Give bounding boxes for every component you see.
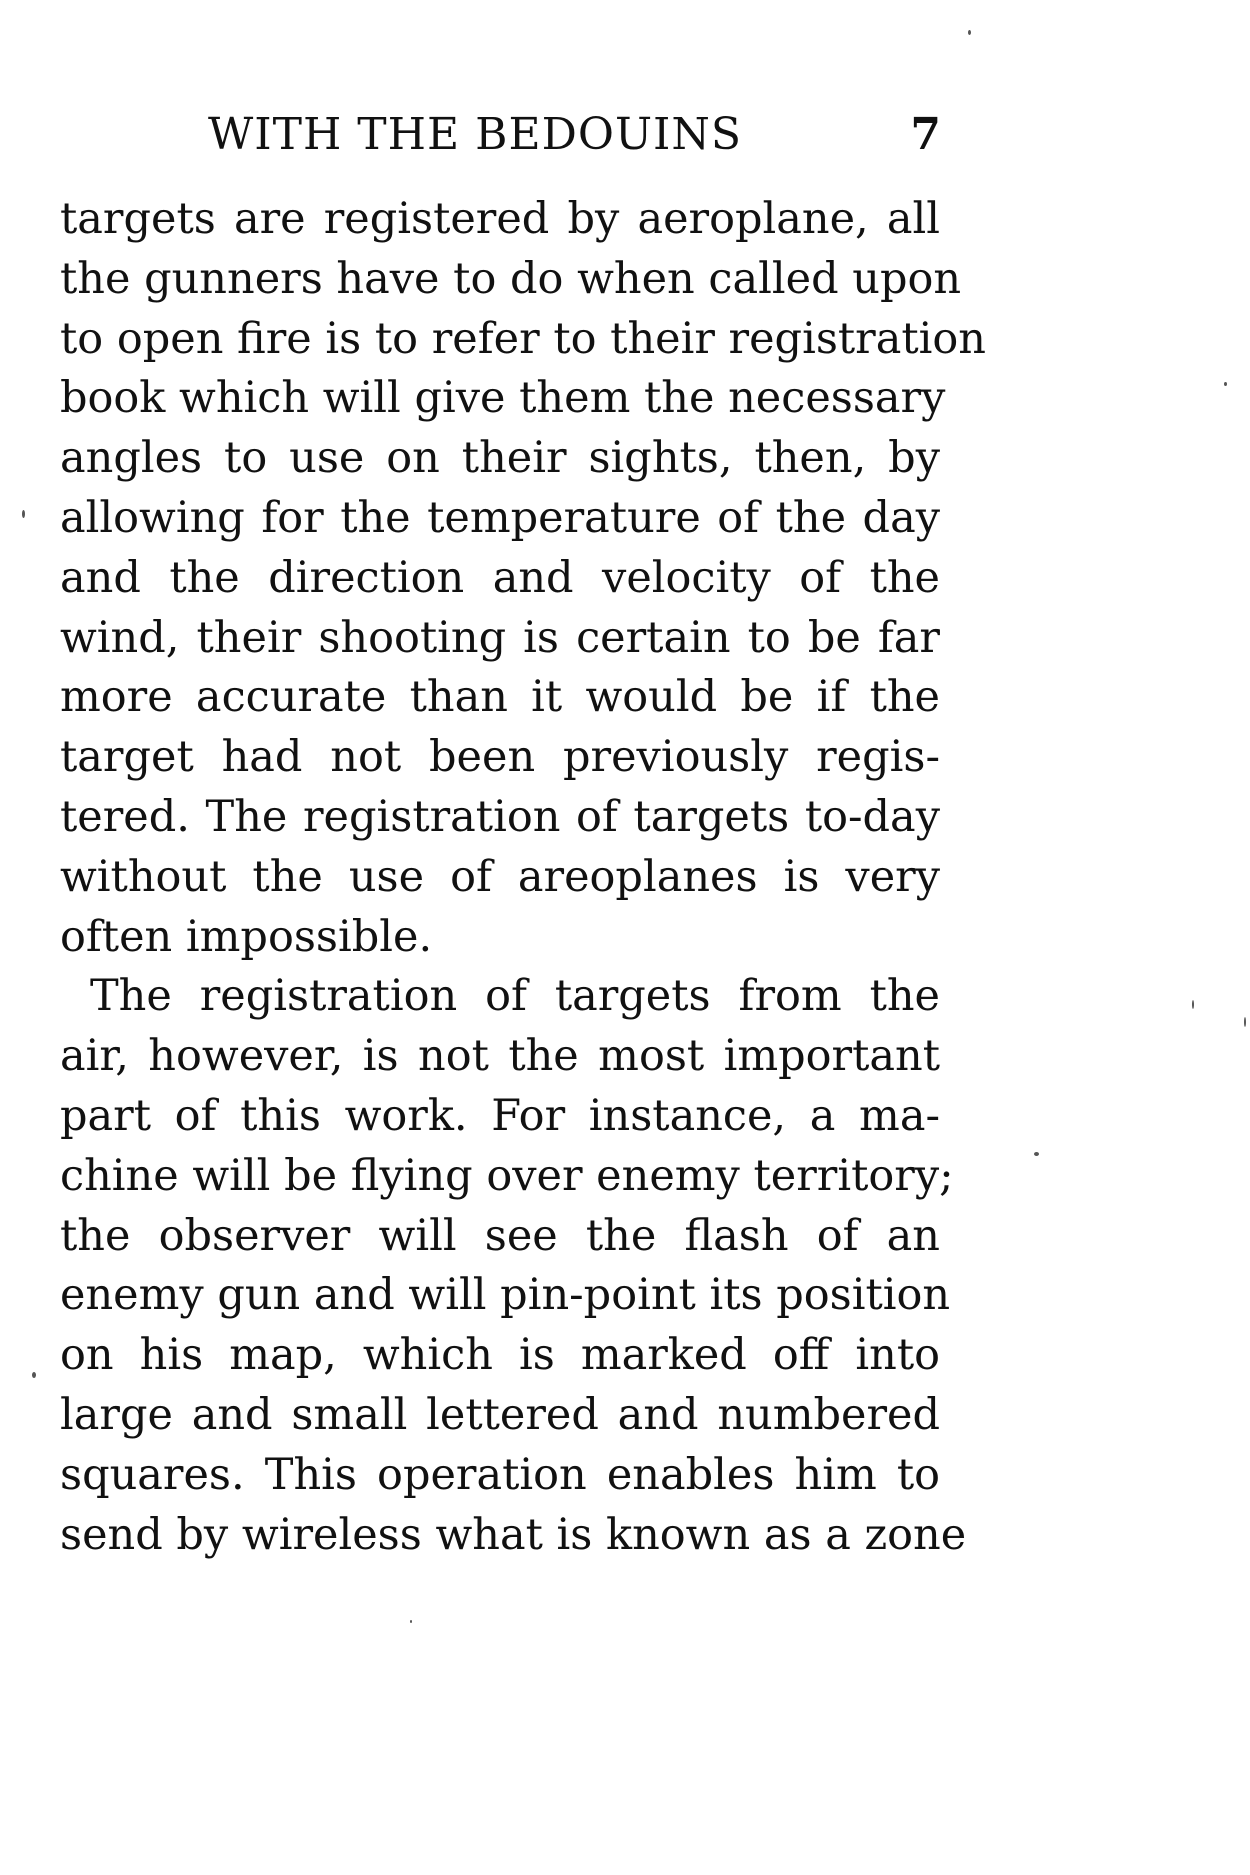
scan-speck	[410, 1620, 412, 1623]
scan-speck	[1244, 1017, 1246, 1027]
text-line: The registration of targets from the	[90, 971, 940, 1022]
text-line: chine will be flying over enemy territory;	[60, 1150, 954, 1201]
text-line: and the direction and velocity of the	[60, 552, 940, 603]
text-line: often impossible.	[60, 911, 433, 962]
scan-speck	[1034, 1152, 1039, 1156]
text-line: targets are registered by aeroplane, all	[60, 194, 940, 244]
scan-speck	[1224, 382, 1227, 386]
text-line: tered. The registration of targets to-day	[60, 791, 940, 842]
text-line: wind, their shooting is certain to be far	[60, 612, 940, 663]
text-line: squares. This operation enables him to	[60, 1449, 940, 1500]
text-line: part of this work. For instance, a ma-	[60, 1090, 940, 1141]
paragraph-2	[60, 967, 967, 1565]
text-line: allowing for the temperature of the day	[60, 492, 940, 543]
text-line: to open fire is to refer to their registration	[60, 313, 986, 364]
scan-speck	[1192, 1000, 1194, 1009]
scan-speck	[22, 510, 25, 518]
text-line: target had not been previously regis-	[60, 732, 940, 783]
body-text	[60, 190, 986, 1565]
text-line: send by wireless what is known as a zone	[60, 1509, 967, 1560]
page-number: 7	[910, 109, 942, 160]
text-line: large and small lettered and numbered	[60, 1389, 940, 1440]
text-line: book which will give them the necessary	[60, 373, 946, 424]
text-line: the observer will see the flash of an	[60, 1210, 940, 1261]
scan-speck	[32, 1372, 36, 1378]
scan-speck	[968, 30, 971, 35]
text-line: enemy gun and will pin-point its position	[60, 1270, 951, 1321]
text-line: angles to use on their sights, then, by	[60, 433, 940, 484]
running-head-title: WITH THE BEDOUINS	[208, 109, 743, 160]
text-line: more accurate than it would be if the	[60, 672, 940, 723]
text-line: without the use of areoplanes is very	[60, 851, 940, 902]
text-line: the gunners have to do when called upon	[60, 253, 962, 304]
running-head	[208, 105, 968, 165]
text-line: on his map, which is marked off into	[60, 1330, 940, 1381]
text-line: air, however, is not the most important	[60, 1031, 940, 1082]
paragraph-1	[60, 190, 986, 967]
